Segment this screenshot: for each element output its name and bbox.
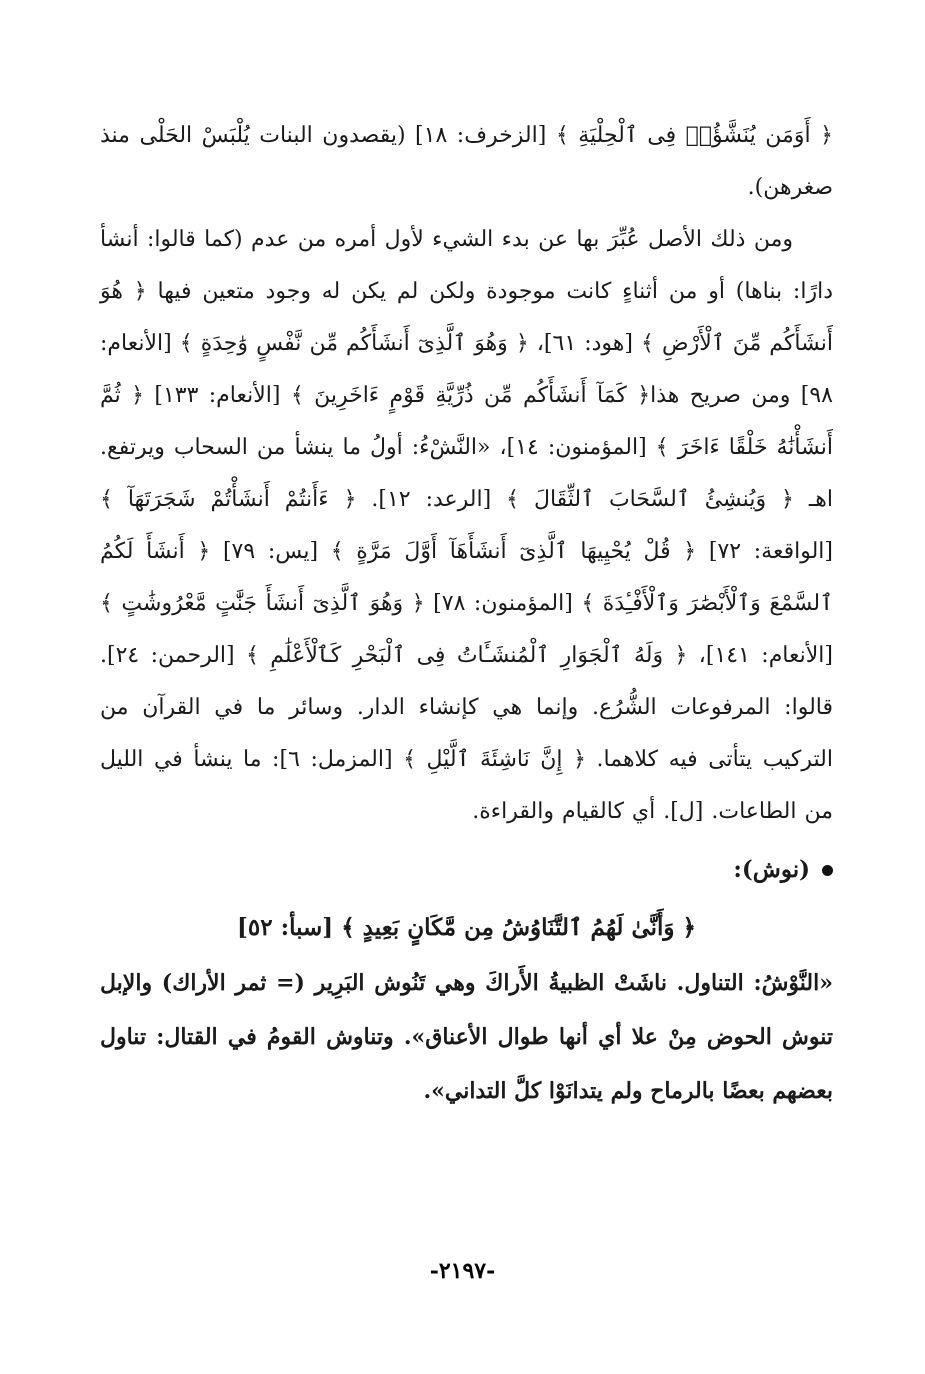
page-number: -٢١٩٧-	[429, 1258, 496, 1284]
paragraph-main: ومن ذلك الأصل عُبِّرَ بها عن بدء الشيء لأول أمره من عدم (كما قالوا: أنشأ دارًا: بناها) أو من أثناءٍ كانت موجودة ولكن لم يكن له وجود متعين فيها ﴿ هُوَ أَنشَأَكُم مِّنَ ٱلْأَرْضِ ﴾ [هود: ٦١]، ﴿ وَهُوَ ٱلَّذِىٓ أَنشَأَكُم مِّن نَّفْسٍ وَٰحِدَةٍ ﴾ [الأنعام: ٩٨] ومن صريح هذا﴿ كَمَآ أَنشَأَكُم مِّن ذُرِّيَّةِ قَوْمٍ ءَاخَرِينَ ﴾ [الأنعام: ١٣٣] ﴿ ثُمَّ أَنشَأْنَٰهُ خَلْقًا ءَاخَرَ ﴾ [المؤمنون: ١٤]، «النَّشْءُ: أولُ ما ينشأ من السحاب ويرتفع. اهـ ﴿ وَيُنشِئُ ٱلسَّحَابَ ٱلثِّقَالَ ﴾ [الرعد: ١٢]. ﴿ ءَأَنتُمْ أَنشَأْتُمْ شَجَرَتَهَآ ﴾ [الواقعة: ٧٢] ﴿ قُلْ يُحْيِيهَا ٱلَّذِىٓ أَنشَأَهَآ أَوَّلَ مَرَّةٍ ﴾ [يس: ٧٩] ﴿ أَنشَأَ لَكُمُ ٱلسَّمْعَ وَٱلْأَبْصَٰرَ وَٱلْأَفْـِٔدَةَ ﴾ [المؤمنون: ٧٨] ﴿ وَهُوَ ٱلَّذِىٓ أَنشَأَ جَنَّٰتٍ مَّعْرُوشَٰتٍ ﴾ [الأنعام: ١٤١]، ﴿ وَلَهُ ٱلْجَوَارِ ٱلْمُنشَـَٔاتُ فِى ٱلْبَحْرِ كَٱلْأَعْلَٰمِ ﴾ [الرحمن: ٢٤]. قالوا: المرفوعات الشُّرُع. وإنما هي كإنشاء الدار. وسائر ما في القرآن من التركيب يتأتى فيه كلاهما. ﴿ إِنَّ نَاشِئَةَ ٱلَّيْلِ ﴾ [المزمل: ٦]: ما ينشأ في الليل من الطاعات. [ل]. أي كالقيام والقراءة.	[100, 227, 833, 824]
centered-verse: ﴿ وَأَنَّىٰ لَهُمُ ٱلتَّنَاوُشُ مِن مَّكَانٍ بَعِيدٍ ﴾ [سبأ: ٥٢]	[236, 914, 697, 941]
paragraph-intro: ﴿ أَوَمَن يُنَشَّؤُا۟ فِى ٱلْحِلْيَةِ ﴾ [الزخرف: ١٨] (يقصدون البنات يُلْبَسْ الحَلْى منذ صغرهن).	[100, 123, 833, 200]
section-heading	[100, 844, 833, 896]
section-heading-text: (نوش):	[733, 856, 810, 883]
bullet-icon	[822, 865, 833, 876]
bold-definition-paragraph: «النَّوْشُ: التناول. ناشَتْ الظبيةُ الأَراكَ وهي تَنُوش البَرِير (= ثمر الأراك) والإبل تنوش الحوض مِنْ علا أي أنها طوال الأعناق». وتناوش القومُ في القتال: تناول بعضهم بعضًا بالرماح ولم يتدانَوْا كلَّ التداني».	[100, 970, 833, 1104]
